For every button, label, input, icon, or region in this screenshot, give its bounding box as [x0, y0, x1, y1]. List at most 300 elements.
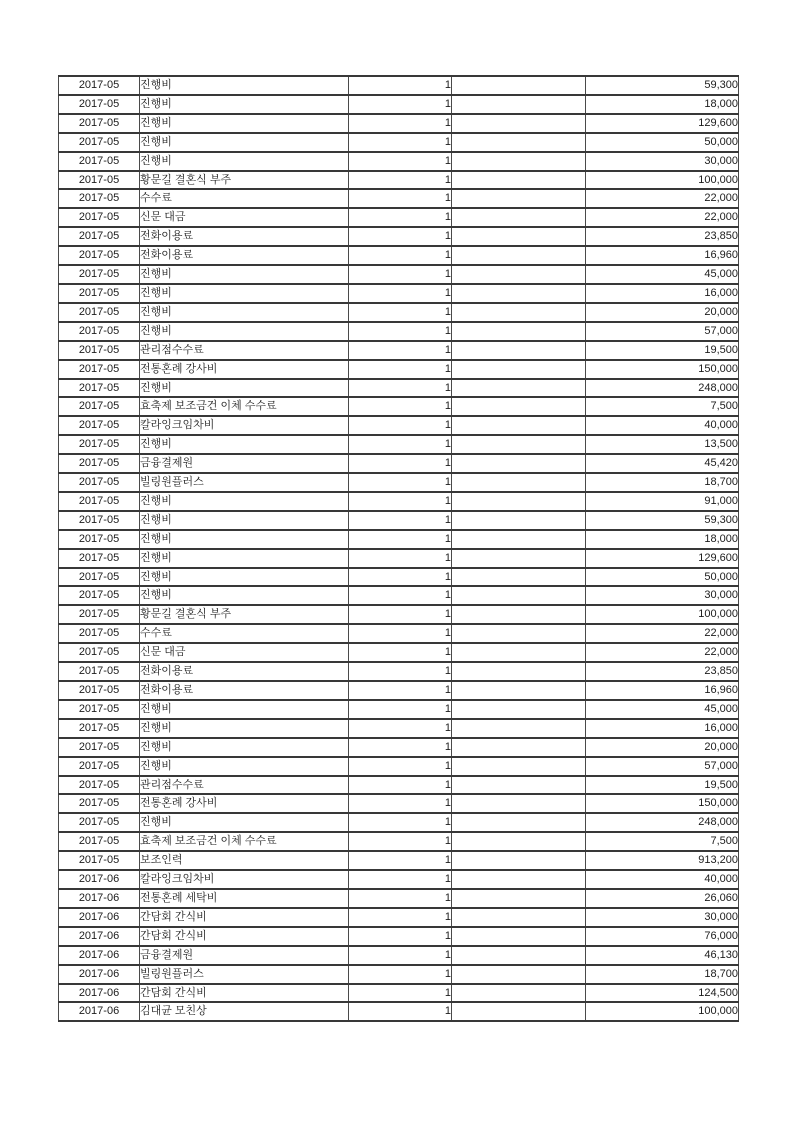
- ledger-row: [59, 227, 739, 246]
- amount-cell: 20,000: [586, 738, 739, 757]
- description-cell: 진행비: [140, 152, 349, 171]
- quantity-cell: 1: [349, 965, 452, 984]
- description-cell: 전통혼례 세탁비: [140, 889, 349, 908]
- amount-cell: 22,000: [586, 624, 739, 643]
- date-cell: 2017-05: [59, 719, 140, 738]
- date-cell: 2017-05: [59, 265, 140, 284]
- quantity-cell: 1: [349, 549, 452, 568]
- date-cell: 2017-05: [59, 322, 140, 341]
- blank-cell: [452, 757, 586, 776]
- quantity-cell: 1: [349, 719, 452, 738]
- description-cell: 전화이용료: [140, 681, 349, 700]
- quantity-cell: 1: [349, 984, 452, 1003]
- description-cell: 전화이용료: [140, 227, 349, 246]
- ledger-row: [59, 832, 739, 851]
- quantity-cell: 1: [349, 757, 452, 776]
- date-cell: 2017-05: [59, 851, 140, 870]
- ledger-row: [59, 908, 739, 927]
- blank-cell: [452, 227, 586, 246]
- quantity-cell: 1: [349, 889, 452, 908]
- amount-cell: 129,600: [586, 549, 739, 568]
- date-cell: 2017-05: [59, 379, 140, 398]
- quantity-cell: 1: [349, 643, 452, 662]
- date-cell: 2017-05: [59, 227, 140, 246]
- date-cell: 2017-05: [59, 757, 140, 776]
- blank-cell: [452, 492, 586, 511]
- date-cell: 2017-06: [59, 984, 140, 1003]
- amount-cell: 16,960: [586, 246, 739, 265]
- amount-cell: 124,500: [586, 984, 739, 1003]
- blank-cell: [452, 776, 586, 795]
- blank-cell: [452, 927, 586, 946]
- ledger-row: [59, 1002, 739, 1021]
- ledger-row: [59, 984, 739, 1003]
- quantity-cell: 1: [349, 851, 452, 870]
- amount-cell: 23,850: [586, 227, 739, 246]
- date-cell: 2017-05: [59, 549, 140, 568]
- ledger-row: [59, 681, 739, 700]
- blank-cell: [452, 851, 586, 870]
- blank-cell: [452, 133, 586, 152]
- quantity-cell: 1: [349, 738, 452, 757]
- quantity-cell: 1: [349, 776, 452, 795]
- amount-cell: 59,300: [586, 76, 739, 95]
- blank-cell: [452, 681, 586, 700]
- blank-cell: [452, 208, 586, 227]
- amount-cell: 913,200: [586, 851, 739, 870]
- blank-cell: [452, 889, 586, 908]
- date-cell: 2017-05: [59, 624, 140, 643]
- quantity-cell: 1: [349, 171, 452, 190]
- quantity-cell: 1: [349, 908, 452, 927]
- quantity-cell: 1: [349, 700, 452, 719]
- ledger-row: [59, 303, 739, 322]
- date-cell: 2017-05: [59, 284, 140, 303]
- ledger-row: [59, 76, 739, 95]
- blank-cell: [452, 984, 586, 1003]
- amount-cell: 22,000: [586, 208, 739, 227]
- amount-cell: 150,000: [586, 360, 739, 379]
- amount-cell: 23,850: [586, 662, 739, 681]
- ledger-row: [59, 133, 739, 152]
- description-cell: 간담회 간식비: [140, 927, 349, 946]
- ledger-row: [59, 265, 739, 284]
- description-cell: 진행비: [140, 95, 349, 114]
- blank-cell: [452, 870, 586, 889]
- description-cell: 수수료: [140, 189, 349, 208]
- quantity-cell: 1: [349, 189, 452, 208]
- description-cell: 빌링원플러스: [140, 473, 349, 492]
- date-cell: 2017-05: [59, 511, 140, 530]
- date-cell: 2017-05: [59, 776, 140, 795]
- description-cell: 진행비: [140, 76, 349, 95]
- blank-cell: [452, 738, 586, 757]
- quantity-cell: 1: [349, 435, 452, 454]
- description-cell: 진행비: [140, 435, 349, 454]
- description-cell: 진행비: [140, 738, 349, 757]
- quantity-cell: 1: [349, 662, 452, 681]
- ledger-row: [59, 851, 739, 870]
- description-cell: 신문 대금: [140, 643, 349, 662]
- ledger-row: [59, 757, 739, 776]
- amount-cell: 18,700: [586, 473, 739, 492]
- ledger-row: [59, 95, 739, 114]
- description-cell: 진행비: [140, 530, 349, 549]
- amount-cell: 100,000: [586, 171, 739, 190]
- blank-cell: [452, 662, 586, 681]
- amount-cell: 45,420: [586, 454, 739, 473]
- blank-cell: [452, 246, 586, 265]
- ledger-row: [59, 643, 739, 662]
- description-cell: 수수료: [140, 624, 349, 643]
- blank-cell: [452, 152, 586, 171]
- amount-cell: 40,000: [586, 416, 739, 435]
- date-cell: 2017-05: [59, 738, 140, 757]
- quantity-cell: 1: [349, 133, 452, 152]
- description-cell: 관리점수수료: [140, 776, 349, 795]
- quantity-cell: 1: [349, 114, 452, 133]
- amount-cell: 7,500: [586, 832, 739, 851]
- description-cell: 전통혼례 강사비: [140, 360, 349, 379]
- date-cell: 2017-05: [59, 681, 140, 700]
- ledger-row: [59, 284, 739, 303]
- ledger-row: [59, 473, 739, 492]
- date-cell: 2017-05: [59, 171, 140, 190]
- description-cell: 황문길 결혼식 부주: [140, 171, 349, 190]
- quantity-cell: 1: [349, 624, 452, 643]
- amount-cell: 26,060: [586, 889, 739, 908]
- description-cell: 효축제 보조금건 이체 수수료: [140, 832, 349, 851]
- quantity-cell: 1: [349, 341, 452, 360]
- expense-ledger-table: [58, 75, 739, 1022]
- amount-cell: 16,960: [586, 681, 739, 700]
- blank-cell: [452, 435, 586, 454]
- description-cell: 간담회 간식비: [140, 984, 349, 1003]
- description-cell: 진행비: [140, 719, 349, 738]
- date-cell: 2017-05: [59, 643, 140, 662]
- description-cell: 황문길 결혼식 부주: [140, 605, 349, 624]
- description-cell: 진행비: [140, 586, 349, 605]
- description-cell: 칼라잉크임차비: [140, 416, 349, 435]
- amount-cell: 46,130: [586, 946, 739, 965]
- quantity-cell: 1: [349, 95, 452, 114]
- amount-cell: 7,500: [586, 397, 739, 416]
- ledger-row: [59, 416, 739, 435]
- amount-cell: 100,000: [586, 1002, 739, 1021]
- amount-cell: 19,500: [586, 341, 739, 360]
- description-cell: 전통혼례 강사비: [140, 794, 349, 813]
- quantity-cell: 1: [349, 303, 452, 322]
- description-cell: 진행비: [140, 511, 349, 530]
- date-cell: 2017-06: [59, 908, 140, 927]
- description-cell: 진행비: [140, 549, 349, 568]
- amount-cell: 50,000: [586, 568, 739, 587]
- date-cell: 2017-05: [59, 605, 140, 624]
- ledger-row: [59, 927, 739, 946]
- date-cell: 2017-05: [59, 662, 140, 681]
- quantity-cell: 1: [349, 473, 452, 492]
- description-cell: 금융결제원: [140, 946, 349, 965]
- amount-cell: 19,500: [586, 776, 739, 795]
- ledger-row: [59, 341, 739, 360]
- amount-cell: 18,700: [586, 965, 739, 984]
- amount-cell: 13,500: [586, 435, 739, 454]
- blank-cell: [452, 360, 586, 379]
- quantity-cell: 1: [349, 152, 452, 171]
- date-cell: 2017-05: [59, 397, 140, 416]
- date-cell: 2017-05: [59, 95, 140, 114]
- description-cell: 진행비: [140, 700, 349, 719]
- description-cell: 관리점수수료: [140, 341, 349, 360]
- quantity-cell: 1: [349, 946, 452, 965]
- description-cell: 진행비: [140, 114, 349, 133]
- amount-cell: 100,000: [586, 605, 739, 624]
- blank-cell: [452, 549, 586, 568]
- ledger-row: [59, 322, 739, 341]
- blank-cell: [452, 700, 586, 719]
- blank-cell: [452, 189, 586, 208]
- date-cell: 2017-05: [59, 473, 140, 492]
- ledger-row: [59, 568, 739, 587]
- quantity-cell: 1: [349, 454, 452, 473]
- amount-cell: 248,000: [586, 813, 739, 832]
- description-cell: 김대균 모친상: [140, 1002, 349, 1021]
- ledger-row: [59, 397, 739, 416]
- blank-cell: [452, 454, 586, 473]
- blank-cell: [452, 643, 586, 662]
- quantity-cell: 1: [349, 492, 452, 511]
- quantity-cell: 1: [349, 379, 452, 398]
- ledger-row: [59, 171, 739, 190]
- date-cell: 2017-05: [59, 813, 140, 832]
- quantity-cell: 1: [349, 76, 452, 95]
- blank-cell: [452, 832, 586, 851]
- date-cell: 2017-05: [59, 454, 140, 473]
- description-cell: 진행비: [140, 568, 349, 587]
- date-cell: 2017-05: [59, 568, 140, 587]
- amount-cell: 150,000: [586, 794, 739, 813]
- amount-cell: 91,000: [586, 492, 739, 511]
- blank-cell: [452, 624, 586, 643]
- date-cell: 2017-05: [59, 700, 140, 719]
- ledger-row: [59, 624, 739, 643]
- date-cell: 2017-06: [59, 965, 140, 984]
- description-cell: 신문 대금: [140, 208, 349, 227]
- amount-cell: 16,000: [586, 284, 739, 303]
- blank-cell: [452, 397, 586, 416]
- amount-cell: 76,000: [586, 927, 739, 946]
- ledger-row: [59, 246, 739, 265]
- quantity-cell: 1: [349, 794, 452, 813]
- ledger-row: [59, 586, 739, 605]
- date-cell: 2017-05: [59, 416, 140, 435]
- blank-cell: [452, 1002, 586, 1021]
- ledger-table-body: [59, 76, 739, 1021]
- amount-cell: 45,000: [586, 700, 739, 719]
- quantity-cell: 1: [349, 530, 452, 549]
- description-cell: 금융결제원: [140, 454, 349, 473]
- quantity-cell: 1: [349, 870, 452, 889]
- amount-cell: 22,000: [586, 189, 739, 208]
- blank-cell: [452, 908, 586, 927]
- description-cell: 간담회 간식비: [140, 908, 349, 927]
- quantity-cell: 1: [349, 1002, 452, 1021]
- quantity-cell: 1: [349, 605, 452, 624]
- quantity-cell: 1: [349, 246, 452, 265]
- quantity-cell: 1: [349, 227, 452, 246]
- date-cell: 2017-05: [59, 360, 140, 379]
- description-cell: 진행비: [140, 303, 349, 322]
- amount-cell: 45,000: [586, 265, 739, 284]
- ledger-row: [59, 965, 739, 984]
- amount-cell: 20,000: [586, 303, 739, 322]
- blank-cell: [452, 265, 586, 284]
- amount-cell: 40,000: [586, 870, 739, 889]
- date-cell: 2017-05: [59, 133, 140, 152]
- blank-cell: [452, 946, 586, 965]
- quantity-cell: 1: [349, 586, 452, 605]
- description-cell: 칼라잉크임차비: [140, 870, 349, 889]
- blank-cell: [452, 605, 586, 624]
- date-cell: 2017-05: [59, 794, 140, 813]
- ledger-row: [59, 813, 739, 832]
- blank-cell: [452, 171, 586, 190]
- ledger-row: [59, 208, 739, 227]
- quantity-cell: 1: [349, 681, 452, 700]
- amount-cell: 57,000: [586, 322, 739, 341]
- ledger-row: [59, 114, 739, 133]
- quantity-cell: 1: [349, 813, 452, 832]
- blank-cell: [452, 303, 586, 322]
- blank-cell: [452, 530, 586, 549]
- blank-cell: [452, 794, 586, 813]
- amount-cell: 129,600: [586, 114, 739, 133]
- amount-cell: 50,000: [586, 133, 739, 152]
- date-cell: 2017-05: [59, 114, 140, 133]
- date-cell: 2017-05: [59, 208, 140, 227]
- amount-cell: 18,000: [586, 530, 739, 549]
- date-cell: 2017-06: [59, 927, 140, 946]
- ledger-row: [59, 700, 739, 719]
- blank-cell: [452, 284, 586, 303]
- ledger-row: [59, 454, 739, 473]
- blank-cell: [452, 586, 586, 605]
- ledger-row: [59, 511, 739, 530]
- date-cell: 2017-06: [59, 870, 140, 889]
- amount-cell: 57,000: [586, 757, 739, 776]
- ledger-row: [59, 549, 739, 568]
- amount-cell: 18,000: [586, 95, 739, 114]
- description-cell: 진행비: [140, 757, 349, 776]
- description-cell: 진행비: [140, 265, 349, 284]
- blank-cell: [452, 965, 586, 984]
- ledger-row: [59, 605, 739, 624]
- date-cell: 2017-05: [59, 530, 140, 549]
- quantity-cell: 1: [349, 208, 452, 227]
- quantity-cell: 1: [349, 832, 452, 851]
- ledger-row: [59, 530, 739, 549]
- ledger-row: [59, 189, 739, 208]
- date-cell: 2017-05: [59, 76, 140, 95]
- blank-cell: [452, 379, 586, 398]
- description-cell: 전화이용료: [140, 246, 349, 265]
- quantity-cell: 1: [349, 416, 452, 435]
- blank-cell: [452, 114, 586, 133]
- amount-cell: 16,000: [586, 719, 739, 738]
- date-cell: 2017-05: [59, 435, 140, 454]
- ledger-row: [59, 360, 739, 379]
- ledger-row: [59, 152, 739, 171]
- date-cell: 2017-05: [59, 832, 140, 851]
- description-cell: 전화이용료: [140, 662, 349, 681]
- blank-cell: [452, 719, 586, 738]
- amount-cell: 30,000: [586, 908, 739, 927]
- quantity-cell: 1: [349, 397, 452, 416]
- blank-cell: [452, 568, 586, 587]
- ledger-row: [59, 435, 739, 454]
- quantity-cell: 1: [349, 927, 452, 946]
- ledger-row: [59, 719, 739, 738]
- description-cell: 빌링원플러스: [140, 965, 349, 984]
- date-cell: 2017-05: [59, 152, 140, 171]
- quantity-cell: 1: [349, 360, 452, 379]
- ledger-row: [59, 794, 739, 813]
- amount-cell: 30,000: [586, 586, 739, 605]
- quantity-cell: 1: [349, 284, 452, 303]
- blank-cell: [452, 341, 586, 360]
- date-cell: 2017-06: [59, 889, 140, 908]
- description-cell: 진행비: [140, 322, 349, 341]
- blank-cell: [452, 76, 586, 95]
- ledger-row: [59, 889, 739, 908]
- date-cell: 2017-05: [59, 246, 140, 265]
- blank-cell: [452, 813, 586, 832]
- blank-cell: [452, 322, 586, 341]
- ledger-row: [59, 946, 739, 965]
- description-cell: 효축제 보조금건 이체 수수료: [140, 397, 349, 416]
- blank-cell: [452, 416, 586, 435]
- ledger-row: [59, 870, 739, 889]
- date-cell: 2017-05: [59, 303, 140, 322]
- date-cell: 2017-06: [59, 1002, 140, 1021]
- blank-cell: [452, 511, 586, 530]
- description-cell: 진행비: [140, 284, 349, 303]
- date-cell: 2017-05: [59, 586, 140, 605]
- quantity-cell: 1: [349, 322, 452, 341]
- ledger-row: [59, 492, 739, 511]
- amount-cell: 59,300: [586, 511, 739, 530]
- blank-cell: [452, 95, 586, 114]
- date-cell: 2017-05: [59, 341, 140, 360]
- amount-cell: 30,000: [586, 152, 739, 171]
- quantity-cell: 1: [349, 568, 452, 587]
- ledger-row: [59, 738, 739, 757]
- ledger-row: [59, 379, 739, 398]
- amount-cell: 248,000: [586, 379, 739, 398]
- ledger-row: [59, 776, 739, 795]
- blank-cell: [452, 473, 586, 492]
- date-cell: 2017-05: [59, 492, 140, 511]
- description-cell: 진행비: [140, 133, 349, 152]
- description-cell: 진행비: [140, 492, 349, 511]
- description-cell: 진행비: [140, 813, 349, 832]
- date-cell: 2017-06: [59, 946, 140, 965]
- description-cell: 진행비: [140, 379, 349, 398]
- description-cell: 보조인력: [140, 851, 349, 870]
- ledger-row: [59, 662, 739, 681]
- quantity-cell: 1: [349, 265, 452, 284]
- quantity-cell: 1: [349, 511, 452, 530]
